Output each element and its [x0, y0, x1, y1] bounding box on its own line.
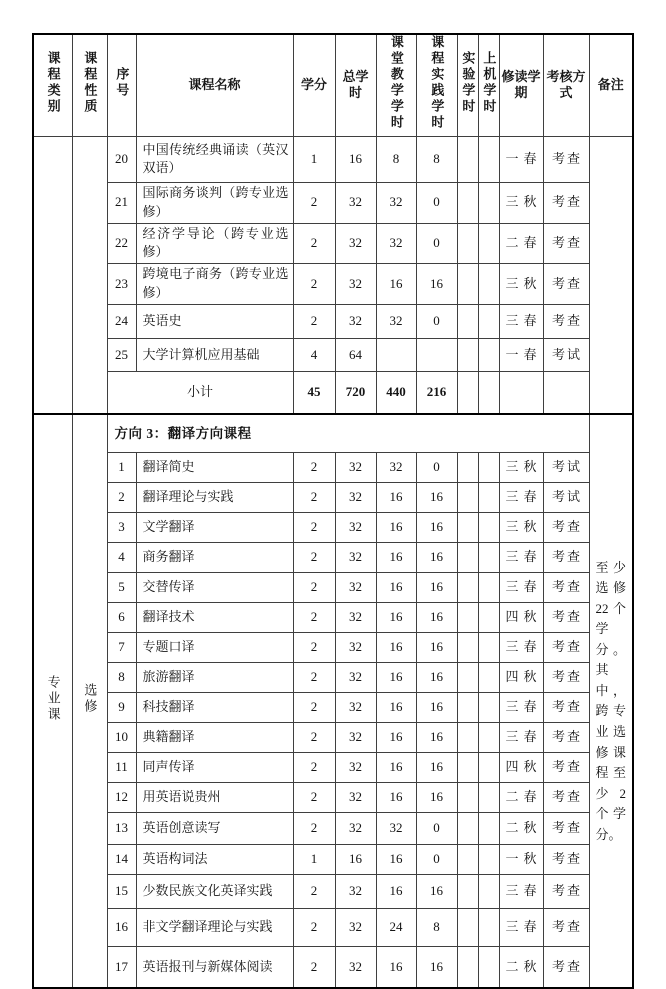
subtotal-practice: 216: [416, 371, 457, 414]
cell-lab-hours: [457, 844, 478, 874]
cell-semester: 三春: [499, 304, 543, 338]
cell-course-name: 交替传译: [136, 572, 293, 602]
cell-seq: 1: [107, 452, 136, 482]
cell-seq: 21: [107, 182, 136, 223]
cell-semester: 三秋: [499, 264, 543, 305]
cell-total-hours: 32: [335, 602, 376, 632]
cell-credits: 2: [293, 662, 335, 692]
cell-total-hours: 32: [335, 782, 376, 812]
col-header-assessment: 考核方式: [543, 34, 589, 136]
col-header-total-hours: 总学时: [335, 34, 376, 136]
cell-credits: 2: [293, 264, 335, 305]
cell-total-hours: 32: [335, 304, 376, 338]
cell-classroom-hours: 8: [376, 136, 416, 182]
cell-practice-hours: 8: [416, 908, 457, 946]
cell-classroom-hours: 16: [376, 874, 416, 908]
cell-classroom-hours: 32: [376, 223, 416, 264]
cell-classroom-hours: 16: [376, 632, 416, 662]
cell-course-name: 旅游翻译: [136, 662, 293, 692]
cell-computer-hours: [478, 304, 499, 338]
cell-semester: 三春: [499, 542, 543, 572]
cell-lab-hours: [457, 264, 478, 305]
cell-computer-hours: [478, 182, 499, 223]
cell-seq: 12: [107, 782, 136, 812]
block2-nature-label: 选修: [82, 683, 98, 715]
col-header-seq: [107, 34, 136, 136]
subtotal-assessment-cell: [543, 371, 589, 414]
cell-computer-hours: [478, 452, 499, 482]
cell-practice-hours: 16: [416, 632, 457, 662]
course-row: [33, 482, 633, 512]
cell-seq: 3: [107, 512, 136, 542]
cell-computer-hours: [478, 512, 499, 542]
col-header-computer-hours-label: 上机学时: [481, 51, 497, 115]
course-row: [33, 946, 633, 988]
col-header-course-name: 课程名称: [136, 34, 293, 136]
cell-computer-hours: [478, 752, 499, 782]
cell-classroom-hours: 16: [376, 692, 416, 722]
cell-semester: 四秋: [499, 752, 543, 782]
cell-credits: 2: [293, 542, 335, 572]
col-header-classroom-hours-label: 课堂教学学时: [388, 35, 404, 131]
cell-assessment: 考查: [543, 692, 589, 722]
cell-assessment: 考查: [543, 572, 589, 602]
cell-credits: 2: [293, 482, 335, 512]
cell-practice-hours: 16: [416, 662, 457, 692]
cell-lab-hours: [457, 908, 478, 946]
cell-assessment: 考查: [543, 136, 589, 182]
cell-semester: 二秋: [499, 812, 543, 844]
cell-practice-hours: 16: [416, 752, 457, 782]
cell-seq: 17: [107, 946, 136, 988]
course-row: [33, 338, 633, 371]
course-row: [33, 602, 633, 632]
cell-computer-hours: [478, 136, 499, 182]
block2-category-label: 专业课: [45, 675, 61, 723]
cell-total-hours: 32: [335, 812, 376, 844]
cell-practice-hours: 16: [416, 264, 457, 305]
cell-semester: 二秋: [499, 946, 543, 988]
col-header-semester: 修读学期: [499, 34, 543, 136]
cell-credits: 2: [293, 908, 335, 946]
cell-computer-hours: [478, 632, 499, 662]
cell-total-hours: 32: [335, 752, 376, 782]
col-header-computer-hours: [478, 34, 499, 136]
cell-lab-hours: [457, 692, 478, 722]
col-header-credits: 学分: [293, 34, 335, 136]
cell-assessment: 考试: [543, 482, 589, 512]
cell-assessment: 考查: [543, 304, 589, 338]
cell-practice-hours: [416, 338, 457, 371]
section-row: [33, 414, 633, 452]
cell-semester: 三春: [499, 874, 543, 908]
cell-practice-hours: 16: [416, 512, 457, 542]
cell-classroom-hours: 16: [376, 602, 416, 632]
block2-nature-cell: [72, 414, 107, 988]
cell-total-hours: 16: [335, 136, 376, 182]
col-header-lab-hours-label: 实验学时: [460, 51, 476, 115]
header-row: [33, 34, 633, 136]
cell-course-name: 翻译技术: [136, 602, 293, 632]
block1-body: [33, 136, 633, 414]
cell-seq: 9: [107, 692, 136, 722]
cell-semester: 一秋: [499, 844, 543, 874]
cell-computer-hours: [478, 782, 499, 812]
cell-computer-hours: [478, 662, 499, 692]
cell-computer-hours: [478, 264, 499, 305]
cell-assessment: 考查: [543, 662, 589, 692]
cell-total-hours: 32: [335, 542, 376, 572]
cell-total-hours: 32: [335, 223, 376, 264]
cell-credits: 2: [293, 692, 335, 722]
cell-classroom-hours: 16: [376, 662, 416, 692]
cell-classroom-hours: [376, 338, 416, 371]
cell-lab-hours: [457, 662, 478, 692]
cell-credits: 2: [293, 602, 335, 632]
cell-seq: 13: [107, 812, 136, 844]
cell-classroom-hours: 24: [376, 908, 416, 946]
cell-assessment: 考查: [543, 722, 589, 752]
cell-credits: 2: [293, 452, 335, 482]
cell-assessment: 考查: [543, 542, 589, 572]
col-header-category-label: 课程类别: [45, 51, 61, 115]
cell-assessment: 考查: [543, 182, 589, 223]
course-row: [33, 692, 633, 722]
cell-course-name: 中国传统经典诵读（英汉双语）: [136, 136, 293, 182]
subtotal-total: 720: [335, 371, 376, 414]
cell-practice-hours: 16: [416, 782, 457, 812]
cell-total-hours: 32: [335, 722, 376, 752]
cell-lab-hours: [457, 752, 478, 782]
block2-body: [33, 414, 633, 988]
cell-credits: 2: [293, 722, 335, 752]
curriculum-table: [32, 33, 634, 989]
cell-course-name: 科技翻译: [136, 692, 293, 722]
cell-lab-hours: [457, 182, 478, 223]
cell-computer-hours: [478, 602, 499, 632]
cell-assessment: 考查: [543, 946, 589, 988]
course-row: [33, 182, 633, 223]
col-header-remark: 备注: [589, 34, 633, 136]
cell-lab-hours: [457, 874, 478, 908]
cell-lab-hours: [457, 782, 478, 812]
cell-course-name: 文学翻译: [136, 512, 293, 542]
cell-total-hours: 32: [335, 572, 376, 602]
cell-total-hours: 32: [335, 692, 376, 722]
cell-semester: 三春: [499, 482, 543, 512]
subtotal-computer-cell: [478, 371, 499, 414]
cell-classroom-hours: 16: [376, 572, 416, 602]
cell-assessment: 考查: [543, 512, 589, 542]
course-row: [33, 908, 633, 946]
cell-total-hours: 32: [335, 908, 376, 946]
cell-lab-hours: [457, 304, 478, 338]
cell-course-name: 商务翻译: [136, 542, 293, 572]
cell-assessment: 考查: [543, 223, 589, 264]
cell-classroom-hours: 16: [376, 722, 416, 752]
cell-course-name: 英语创意读写: [136, 812, 293, 844]
cell-total-hours: 32: [335, 946, 376, 988]
block2-category-cell: [33, 414, 72, 988]
cell-total-hours: 32: [335, 452, 376, 482]
cell-total-hours: 32: [335, 512, 376, 542]
cell-credits: 2: [293, 182, 335, 223]
cell-lab-hours: [457, 512, 478, 542]
cell-course-name: 专题口译: [136, 632, 293, 662]
cell-practice-hours: 8: [416, 136, 457, 182]
cell-computer-hours: [478, 722, 499, 752]
cell-course-name: 英语报刊与新媒体阅读: [136, 946, 293, 988]
cell-lab-hours: [457, 812, 478, 844]
cell-classroom-hours: 16: [376, 782, 416, 812]
cell-semester: 三秋: [499, 512, 543, 542]
cell-classroom-hours: 32: [376, 812, 416, 844]
course-row: [33, 722, 633, 752]
cell-course-name: 国际商务谈判（跨专业选修）: [136, 182, 293, 223]
cell-credits: 4: [293, 338, 335, 371]
cell-lab-hours: [457, 946, 478, 988]
cell-credits: 2: [293, 946, 335, 988]
cell-semester: 一春: [499, 338, 543, 371]
cell-total-hours: 32: [335, 874, 376, 908]
cell-computer-hours: [478, 908, 499, 946]
cell-assessment: 考查: [543, 908, 589, 946]
cell-seq: 25: [107, 338, 136, 371]
cell-seq: 11: [107, 752, 136, 782]
cell-lab-hours: [457, 572, 478, 602]
col-header-nature-label: 课程性质: [82, 51, 98, 115]
subtotal-classroom: 440: [376, 371, 416, 414]
cell-course-name: 大学计算机应用基础: [136, 338, 293, 371]
cell-seq: 23: [107, 264, 136, 305]
cell-seq: 5: [107, 572, 136, 602]
cell-credits: 2: [293, 632, 335, 662]
course-row: [33, 632, 633, 662]
cell-semester: 二春: [499, 782, 543, 812]
cell-seq: 15: [107, 874, 136, 908]
cell-semester: 四秋: [499, 602, 543, 632]
course-row: [33, 512, 633, 542]
cell-semester: 三春: [499, 632, 543, 662]
cell-practice-hours: 0: [416, 182, 457, 223]
course-row: [33, 752, 633, 782]
course-row: [33, 844, 633, 874]
cell-lab-hours: [457, 223, 478, 264]
course-row: [33, 542, 633, 572]
cell-course-name: 经济学导论（跨专业选修）: [136, 223, 293, 264]
cell-semester: 三秋: [499, 182, 543, 223]
cell-seq: 10: [107, 722, 136, 752]
col-header-seq-label: 序号: [114, 67, 130, 99]
cell-credits: 1: [293, 844, 335, 874]
cell-assessment: 考查: [543, 602, 589, 632]
cell-assessment: 考试: [543, 452, 589, 482]
cell-practice-hours: 16: [416, 722, 457, 752]
course-row: [33, 264, 633, 305]
block1-nature-cell: [72, 136, 107, 414]
cell-credits: 2: [293, 812, 335, 844]
cell-classroom-hours: 16: [376, 482, 416, 512]
cell-total-hours: 64: [335, 338, 376, 371]
col-header-practice-hours: [416, 34, 457, 136]
cell-practice-hours: 16: [416, 946, 457, 988]
cell-total-hours: 32: [335, 264, 376, 305]
course-row: [33, 812, 633, 844]
cell-practice-hours: 16: [416, 482, 457, 512]
cell-lab-hours: [457, 136, 478, 182]
course-row: [33, 136, 633, 182]
cell-total-hours: 16: [335, 844, 376, 874]
cell-lab-hours: [457, 602, 478, 632]
cell-total-hours: 32: [335, 482, 376, 512]
cell-computer-hours: [478, 692, 499, 722]
cell-computer-hours: [478, 874, 499, 908]
cell-course-name: 典籍翻译: [136, 722, 293, 752]
col-header-lab-hours: [457, 34, 478, 136]
cell-seq: 14: [107, 844, 136, 874]
cell-practice-hours: 16: [416, 602, 457, 632]
col-header-nature: [72, 34, 107, 136]
cell-semester: 四秋: [499, 662, 543, 692]
cell-total-hours: 32: [335, 182, 376, 223]
cell-classroom-hours: 32: [376, 304, 416, 338]
cell-practice-hours: 0: [416, 844, 457, 874]
cell-credits: 2: [293, 782, 335, 812]
cell-assessment: 考查: [543, 782, 589, 812]
cell-computer-hours: [478, 542, 499, 572]
cell-practice-hours: 0: [416, 304, 457, 338]
cell-total-hours: 32: [335, 632, 376, 662]
cell-computer-hours: [478, 572, 499, 602]
cell-computer-hours: [478, 223, 499, 264]
cell-practice-hours: 0: [416, 812, 457, 844]
cell-classroom-hours: 32: [376, 182, 416, 223]
cell-classroom-hours: 32: [376, 452, 416, 482]
cell-seq: 20: [107, 136, 136, 182]
cell-total-hours: 32: [335, 662, 376, 692]
cell-semester: 三春: [499, 722, 543, 752]
cell-classroom-hours: 16: [376, 752, 416, 782]
col-header-classroom-hours: [376, 34, 416, 136]
cell-course-name: 少数民族文化英译实践: [136, 874, 293, 908]
cell-course-name: 用英语说贵州: [136, 782, 293, 812]
cell-semester: 三春: [499, 692, 543, 722]
cell-seq: 4: [107, 542, 136, 572]
subtotal-semester-cell: [499, 371, 543, 414]
cell-course-name: 翻译理论与实践: [136, 482, 293, 512]
cell-seq: 7: [107, 632, 136, 662]
cell-seq: 2: [107, 482, 136, 512]
cell-credits: 2: [293, 223, 335, 264]
cell-practice-hours: 16: [416, 572, 457, 602]
cell-credits: 2: [293, 874, 335, 908]
subtotal-label: 小计: [107, 371, 293, 414]
cell-course-name: 同声传译: [136, 752, 293, 782]
cell-semester: 三春: [499, 572, 543, 602]
course-row: [33, 223, 633, 264]
subtotal-lab-cell: [457, 371, 478, 414]
cell-lab-hours: [457, 632, 478, 662]
cell-practice-hours: 0: [416, 452, 457, 482]
cell-computer-hours: [478, 482, 499, 512]
cell-classroom-hours: 16: [376, 542, 416, 572]
col-header-category: [33, 34, 72, 136]
cell-credits: 2: [293, 752, 335, 782]
cell-lab-hours: [457, 482, 478, 512]
cell-practice-hours: 16: [416, 874, 457, 908]
cell-computer-hours: [478, 844, 499, 874]
subtotal-credits: 45: [293, 371, 335, 414]
block2-remark-text: 至少选修22个学分。其中，跨专业选修课程至少2个学分。: [595, 559, 626, 842]
cell-computer-hours: [478, 338, 499, 371]
cell-credits: 2: [293, 304, 335, 338]
cell-semester: 一春: [499, 136, 543, 182]
cell-classroom-hours: 16: [376, 264, 416, 305]
cell-credits: 2: [293, 512, 335, 542]
cell-course-name: 英语构词法: [136, 844, 293, 874]
table-header: [33, 34, 633, 136]
cell-seq: 24: [107, 304, 136, 338]
block2-remark-cell: [589, 414, 633, 988]
block1-remark-cell: [589, 136, 633, 414]
cell-computer-hours: [478, 812, 499, 844]
cell-assessment: 考查: [543, 264, 589, 305]
cell-lab-hours: [457, 722, 478, 752]
cell-seq: 22: [107, 223, 136, 264]
cell-semester: 三秋: [499, 452, 543, 482]
cell-practice-hours: 16: [416, 542, 457, 572]
course-row: [33, 662, 633, 692]
cell-lab-hours: [457, 338, 478, 371]
cell-semester: 三春: [499, 908, 543, 946]
course-row: [33, 874, 633, 908]
section-title-cell: 方向 3：翻译方向课程: [107, 414, 589, 452]
cell-credits: 2: [293, 572, 335, 602]
cell-assessment: 考试: [543, 338, 589, 371]
cell-assessment: 考查: [543, 874, 589, 908]
cell-lab-hours: [457, 452, 478, 482]
cell-assessment: 考查: [543, 632, 589, 662]
cell-practice-hours: 16: [416, 692, 457, 722]
cell-lab-hours: [457, 542, 478, 572]
block1-category-cell: [33, 136, 72, 414]
course-row: [33, 452, 633, 482]
cell-classroom-hours: 16: [376, 844, 416, 874]
course-row: [33, 782, 633, 812]
cell-semester: 二春: [499, 223, 543, 264]
cell-course-name: 跨境电子商务（跨专业选修）: [136, 264, 293, 305]
cell-seq: 6: [107, 602, 136, 632]
cell-seq: 16: [107, 908, 136, 946]
cell-classroom-hours: 16: [376, 946, 416, 988]
cell-computer-hours: [478, 946, 499, 988]
cell-course-name: 非文学翻译理论与实践: [136, 908, 293, 946]
cell-course-name: 翻译简史: [136, 452, 293, 482]
cell-assessment: 考查: [543, 844, 589, 874]
cell-practice-hours: 0: [416, 223, 457, 264]
cell-classroom-hours: 16: [376, 512, 416, 542]
course-row: [33, 304, 633, 338]
cell-credits: 1: [293, 136, 335, 182]
cell-course-name: 英语史: [136, 304, 293, 338]
cell-seq: 8: [107, 662, 136, 692]
col-header-practice-hours-label: 课程实践学时: [429, 35, 445, 131]
subtotal-row: [33, 371, 633, 414]
course-row: [33, 572, 633, 602]
cell-assessment: 考查: [543, 812, 589, 844]
cell-assessment: 考查: [543, 752, 589, 782]
